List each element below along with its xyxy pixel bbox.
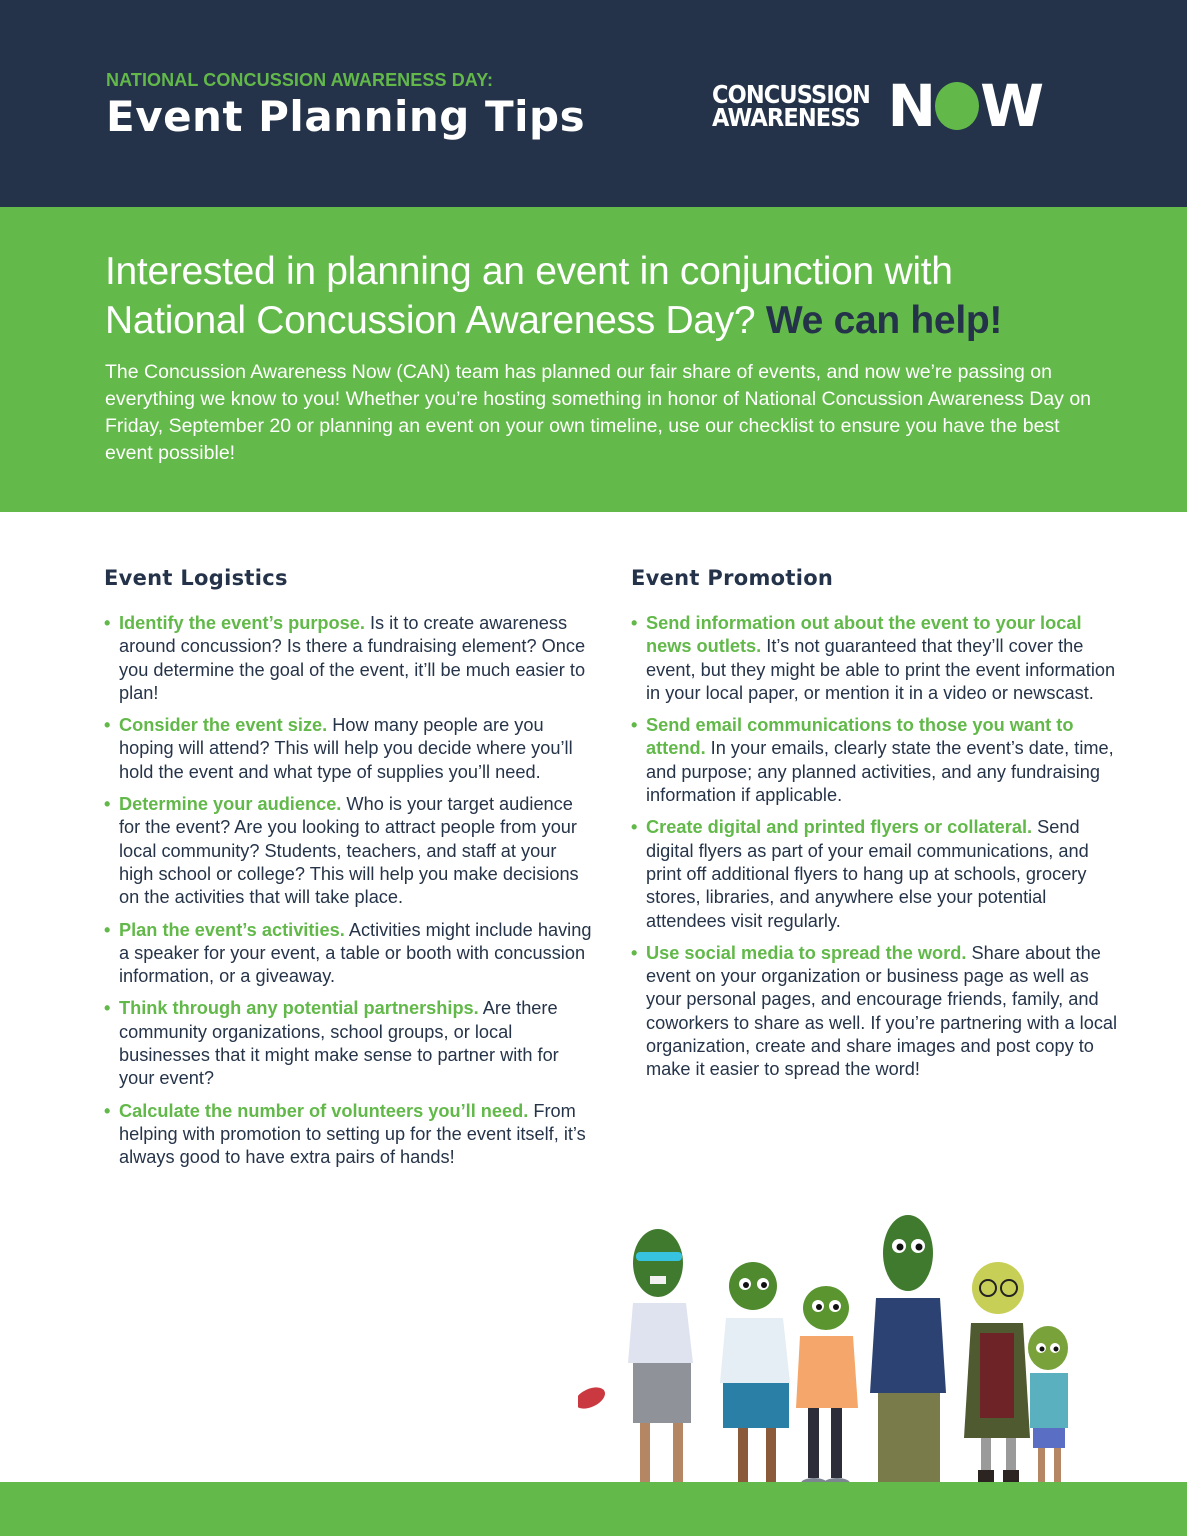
headline-line-2: National Concussion Awareness Day? <box>105 299 756 342</box>
item-body: How many people are you hoping will attend? This will help you decide where you’ll hold the event and what type of supplies you’ll need. <box>119 715 573 782</box>
list-item <box>631 714 1121 807</box>
list-item <box>104 919 594 989</box>
item-lead: Plan the event’s activities. <box>119 919 345 940</box>
page-title: Event Planning Tips <box>106 92 586 141</box>
logo-wordmark <box>712 80 888 132</box>
logo-now <box>887 72 1043 140</box>
item-lead: Determine your audience. <box>119 794 342 815</box>
headline-emphasis: We can help! <box>765 299 1003 342</box>
item-body: From helping with promotion to setting up for the event itself, it’s always good to have extra pairs of hands! <box>119 1100 586 1168</box>
logo-line-2: AWARENESS <box>712 103 860 132</box>
list-item <box>631 942 1121 1082</box>
item-lead: Create digital and printed flyers or collateral. <box>646 817 1033 838</box>
character-woman-icon <box>720 1262 790 1494</box>
logo-line-1: CONCUSSION <box>712 80 870 109</box>
logo-now-n: N <box>887 72 935 140</box>
item-lead: Identify the event’s purpose. <box>119 613 365 633</box>
character-child-icon <box>796 1286 858 1488</box>
list-item <box>104 1100 594 1170</box>
intro-headline <box>105 247 1105 345</box>
item-body: It’s not guaranteed that they’ll cover the event, but they might be able to print the event information in your local paper, or mention it in a video or newscast. <box>646 636 1116 703</box>
item-body: Is it to create awareness around concussion? Is there a fundraising element? Once you determine the goal of the event, it’ll be much easier to plan! <box>119 613 586 703</box>
item-lead: Send email communications to those you want to attend. <box>646 715 1074 759</box>
intro-band <box>0 207 1187 512</box>
item-lead: Calculate the number of volunteers you’ll need. <box>119 1100 529 1121</box>
list-item <box>631 612 1121 705</box>
item-lead: Send information out about the event to your local news outlets. <box>646 613 1082 657</box>
footer-green-bar <box>0 1482 1187 1536</box>
green-circle-icon <box>935 82 979 130</box>
section-heading: Event Logistics <box>104 566 288 590</box>
list-item <box>104 714 594 784</box>
character-man-icon <box>870 1215 946 1496</box>
headline-line-1: Interested in planning an event in conjunction with <box>105 250 953 293</box>
item-lead: Think through any potential partnerships. <box>119 998 479 1019</box>
logo-now-w: W <box>980 72 1043 140</box>
watermelon-characters-illustration <box>578 1208 1098 1528</box>
item-lead: Use social media to spread the word. <box>646 942 967 963</box>
promotion-list <box>631 612 1121 1082</box>
item-body: Are there community organizations, school groups, or local businesses that it might make sense to partner with for your event? <box>119 998 559 1089</box>
character-grandpa-icon <box>578 1229 696 1497</box>
header-banner <box>0 0 1187 207</box>
item-body: Share about the event on your organization or business page as well as your personal pages, and encourage friends, family, and coworkers to share as well. If you’re partnering with a local organization, create and share images and post copy to make it easier to spread the word! <box>646 942 1118 1080</box>
list-item <box>104 793 594 909</box>
eyebrow-text: NATIONAL CONCUSSION AWARENESS DAY: <box>106 70 494 90</box>
event-logistics-section <box>104 566 594 1179</box>
list-item <box>631 816 1121 932</box>
character-kid-icon <box>1028 1326 1068 1493</box>
list-item <box>104 612 594 705</box>
item-body: Send digital flyers as part of your email communications, and print off additional flyers to hang up at schools, grocery stores, libraries, and anywhere else your potential attendees visit regularly. <box>646 817 1089 931</box>
concussion-awareness-now-logo <box>712 72 1043 140</box>
item-body: In your emails, clearly state the event’s date, time, and purpose; any planned activities, and any fundraising information if applicable. <box>646 738 1114 806</box>
item-body: Activities might include having a speaker for your event, a table or booth with concussion information, or a giveaway. <box>119 919 592 987</box>
intro-paragraph: The Concussion Awareness Now (CAN) team has planned our fair share of events, and now we’re passing on everything we know to you! Whether you’re hosting something in honor of National Concussion Awareness Day on Friday, September 20 or planning an event on your own timeline, use our checklist to ensure you have the best event possible! <box>105 361 1092 464</box>
list-item <box>104 997 594 1090</box>
character-melon-woman-icon <box>964 1262 1030 1488</box>
section-heading: Event Promotion <box>631 566 834 590</box>
item-body: Who is your target audience for the event? Are you looking to attract people from your local community? Students, teachers, and staff at your high school or college? This will help you make decisions on the activities that will take place. <box>119 794 579 908</box>
logistics-list <box>104 612 594 1170</box>
event-promotion-section <box>631 566 1121 1091</box>
item-lead: Consider the event size. <box>119 715 328 736</box>
